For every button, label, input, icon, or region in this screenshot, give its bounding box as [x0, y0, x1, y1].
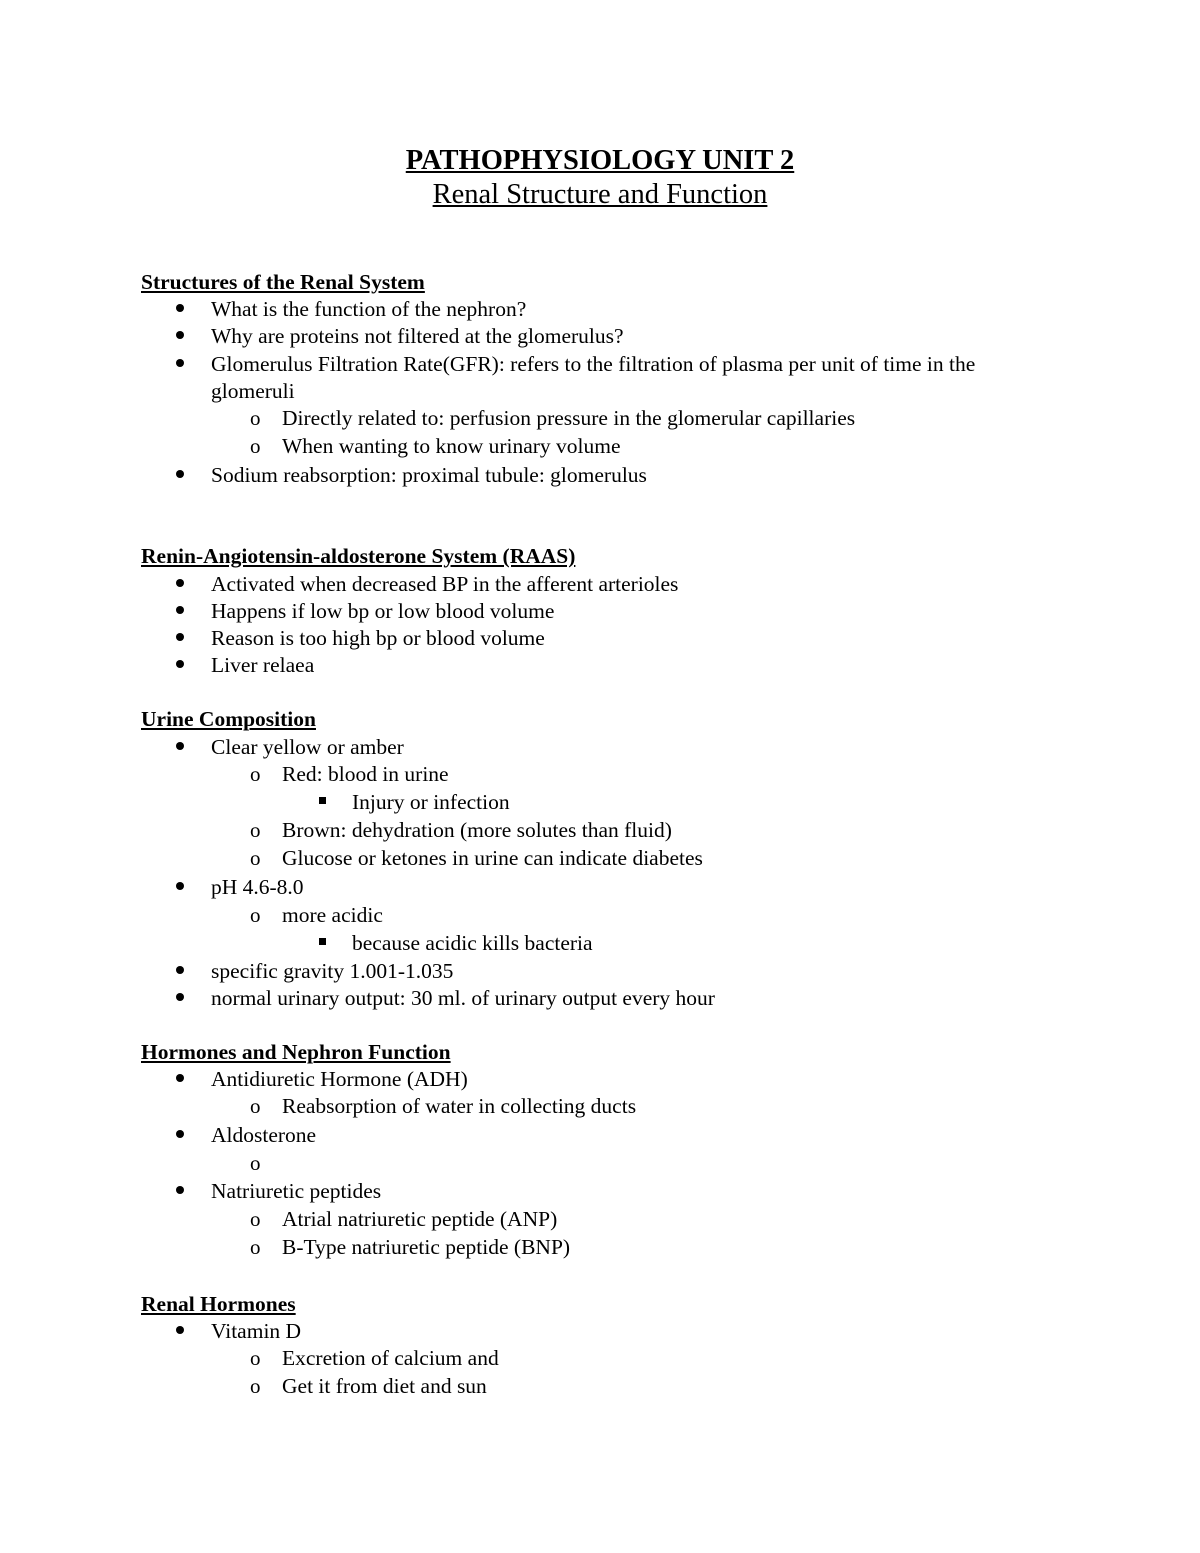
bullet-icon	[176, 331, 184, 339]
tertiary-list-item: because acidic kills bacteria	[352, 931, 593, 955]
section-heading-urine: Urine Composition	[141, 707, 316, 731]
sub-list-item: Reabsorption of water in collecting ducts	[282, 1094, 637, 1118]
bullet-icon	[176, 742, 184, 750]
bullet-icon	[176, 966, 184, 974]
sub-list-item: more acidic	[282, 903, 383, 927]
tertiary-list-item: Injury or infection	[352, 790, 510, 814]
list-item: Antidiuretic Hormone (ADH)	[211, 1067, 468, 1091]
bullet-icon	[176, 1326, 184, 1334]
sub-bullet-icon: o	[250, 1151, 261, 1175]
sub-bullet-icon: o	[250, 1374, 261, 1398]
list-item: Clear yellow or amber	[211, 735, 404, 759]
section-heading-structures: Structures of the Renal System	[141, 270, 425, 294]
sub-bullet-icon: o	[250, 1235, 261, 1259]
section-heading-renal-hormones: Renal Hormones	[141, 1292, 296, 1316]
list-item: Why are proteins not filtered at the glomerulus?	[211, 324, 624, 348]
section-heading-raas: Renin-Angiotensin-aldosterone System (RAAS)	[141, 544, 576, 568]
bullet-icon	[176, 579, 184, 587]
bullet-icon	[176, 993, 184, 1001]
sub-list-item: When wanting to know urinary volume	[282, 434, 621, 458]
list-item-continuation: glomeruli	[211, 379, 295, 403]
list-item: Happens if low bp or low blood volume	[211, 599, 555, 623]
sub-list-item: Directly related to: perfusion pressure in the glomerular capillaries	[282, 406, 856, 430]
bullet-icon	[176, 470, 184, 478]
list-item: Aldosterone	[211, 1123, 317, 1147]
sub-bullet-icon: o	[250, 1094, 261, 1118]
sub-bullet-icon: o	[250, 406, 261, 430]
square-bullet-icon	[319, 938, 326, 945]
section-heading-hormones: Hormones and Nephron Function	[141, 1040, 451, 1064]
sub-bullet-icon: o	[250, 1207, 261, 1231]
square-bullet-icon	[319, 797, 326, 804]
bullet-icon	[176, 633, 184, 641]
sub-list-item: Red: blood in urine	[282, 762, 449, 786]
list-item: normal urinary output: 30 ml. of urinary output every hour	[211, 986, 715, 1010]
list-item: specific gravity 1.001-1.035	[211, 959, 454, 983]
list-item: Glomerulus Filtration Rate(GFR): refers to the filtration of plasma per unit of time in the	[211, 352, 976, 376]
document-subtitle: Renal Structure and Function	[432, 179, 768, 210]
sub-bullet-icon: o	[250, 762, 261, 786]
bullet-icon	[176, 1130, 184, 1138]
list-item: pH 4.6-8.0	[211, 875, 304, 899]
list-item: Reason is too high bp or blood volume	[211, 626, 545, 650]
bullet-icon	[176, 882, 184, 890]
list-item: Activated when decreased BP in the afferent arterioles	[211, 572, 679, 596]
bullet-icon	[176, 1186, 184, 1194]
bullet-icon	[176, 359, 184, 367]
sub-list-item: Brown: dehydration (more solutes than fluid)	[282, 818, 672, 842]
sub-bullet-icon: o	[250, 818, 261, 842]
sub-bullet-icon: o	[250, 434, 261, 458]
sub-list-item: Atrial natriuretic peptide (ANP)	[282, 1207, 558, 1231]
sub-bullet-icon: o	[250, 846, 261, 870]
list-item: Vitamin D	[211, 1319, 302, 1343]
bullet-icon	[176, 606, 184, 614]
list-item: Liver relaea	[211, 653, 315, 677]
sub-list-item: Get it from diet and sun	[282, 1374, 487, 1398]
list-item: Natriuretic peptides	[211, 1179, 382, 1203]
bullet-icon	[176, 660, 184, 668]
list-item: What is the function of the nephron?	[211, 297, 527, 321]
sub-bullet-icon: o	[250, 903, 261, 927]
sub-bullet-icon: o	[250, 1346, 261, 1370]
list-item: Sodium reabsorption: proximal tubule: glomerulus	[211, 463, 647, 487]
bullet-icon	[176, 304, 184, 312]
sub-list-item: Excretion of calcium and	[282, 1346, 499, 1370]
bullet-icon	[176, 1074, 184, 1082]
sub-list-item: Glucose or ketones in urine can indicate diabetes	[282, 846, 703, 870]
document-title: PATHOPHYSIOLOGY UNIT 2	[405, 145, 795, 176]
sub-list-item: B-Type natriuretic peptide (BNP)	[282, 1235, 571, 1259]
